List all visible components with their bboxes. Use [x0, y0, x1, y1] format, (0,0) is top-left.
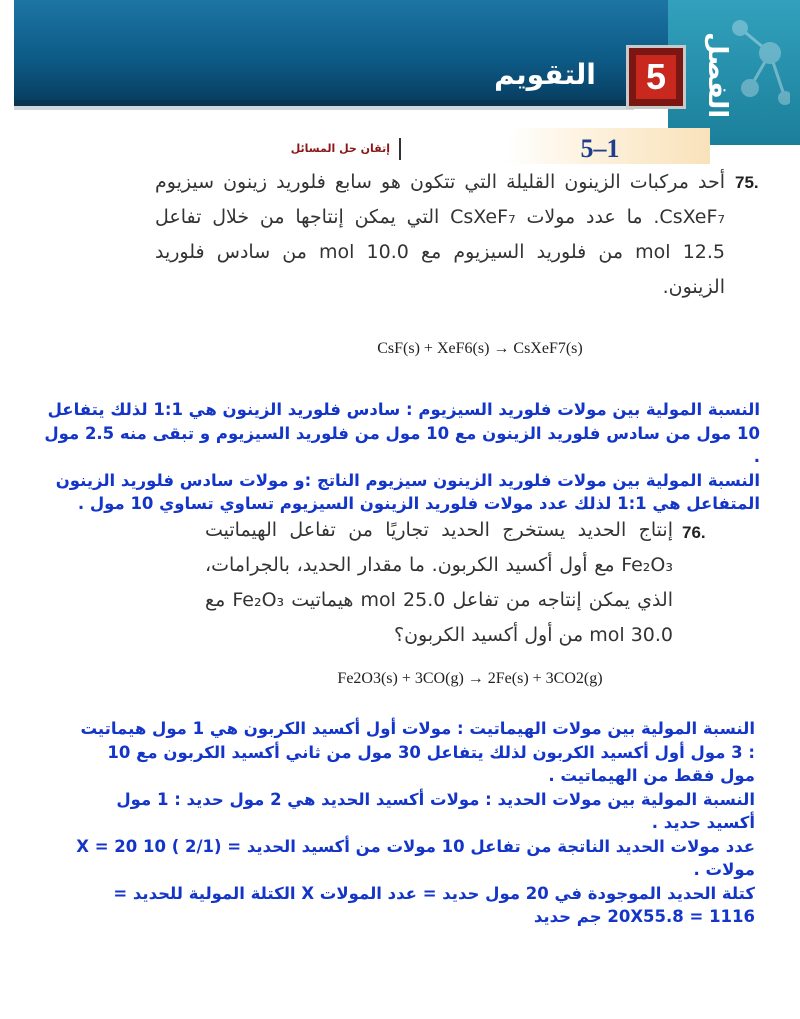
question-number: 76.: [682, 523, 706, 542]
molecule-icon: [730, 8, 790, 128]
question-number: 75.: [735, 173, 759, 192]
answer-block: [40, 398, 760, 516]
answer-line: النسبة المولية بين مولات فلوريد الزينون سيزيوم الناتج :و مولات سادس فلوريد الزينون المتفاعل هي 1:1 لذلك عدد مولات فلوريد الزينون السيزيوم تساوي تساوي 10 مول .: [55, 470, 760, 513]
answer-line: كتلة الحديد الموجودة في 20 مول حديد = عدد المولات X الكتلة المولية للحديد = 20X55.8 = 1116 جم حديد: [113, 883, 755, 926]
page-title: التقويم: [494, 58, 596, 91]
chemical-equation: CsF(s) + XeF6(s) → CsXeF7(s): [377, 340, 583, 357]
section-divider: [399, 138, 401, 160]
section-label: إتقان حل المسائل: [290, 142, 390, 155]
chemical-equation: Fe2O3(s) + 3CO(g) → 2Fe(s) + 3CO2(g): [337, 670, 603, 687]
chapter-label: الفصل: [702, 31, 732, 119]
answer-line: عدد مولات الحديد الناتجة من تفاعل 10 مولات من أكسيد الحديد = (2/1 ) 10 X = 20 مولات .: [76, 836, 755, 879]
header-shadow: [14, 106, 634, 110]
answer-block: [75, 717, 755, 929]
section-number: 5–1: [580, 134, 620, 163]
question-text: إنتاج الحديد يستخرج الحديد تجاريًا من تفاعل الهيماتيت Fe₂O₃ مع أول أكسيد الكربون. ما مقدار الحديد، بالجرامات، الذي يمكن إنتاجه من تفاعل 25.0 mol هيماتيت Fe₂O₃ مع 30.0 mol من أول أكسيد الكربون؟: [205, 519, 673, 646]
question-text: أحد مركبات الزينون القليلة التي تتكون هو سابع فلوريد زينون سيزيوم CsXeF₇. ما عدد مولات CsXeF₇ التي يمكن إنتاجها من خلال تفاعل 12.5 mol من فلوريد السيزيوم مع 10.0 mol من سادس فلوريد الزينون.: [155, 171, 725, 298]
answer-line: النسبة المولية بين مولات الهيماتيت : مولات أول أكسيد الكربون هي 1 مول هيماتيت : 3 مول أول أكسيد الكربون لذلك يتفاعل 30 مول من ثاني أكسيد الكربون مع 10 مول فقط من الهيماتيت .: [80, 719, 755, 785]
answer-line: النسبة المولية بين مولات الحديد : مولات أكسيد الحديد هي 2 مول حديد : 1 مول أكسيد حديد .: [116, 789, 755, 832]
chapter-number-badge: [626, 45, 686, 109]
answer-line: النسبة المولية بين مولات فلوريد السيزيوم : سادس فلوريد الزينون هي 1:1 لذلك يتفاعل 10 مول من سادس فلوريد الزينون مع 10 مول من فلوريد السيزيوم و تبقى منه 2.5 مول .: [44, 400, 760, 466]
chapter-number: 5: [636, 55, 676, 99]
